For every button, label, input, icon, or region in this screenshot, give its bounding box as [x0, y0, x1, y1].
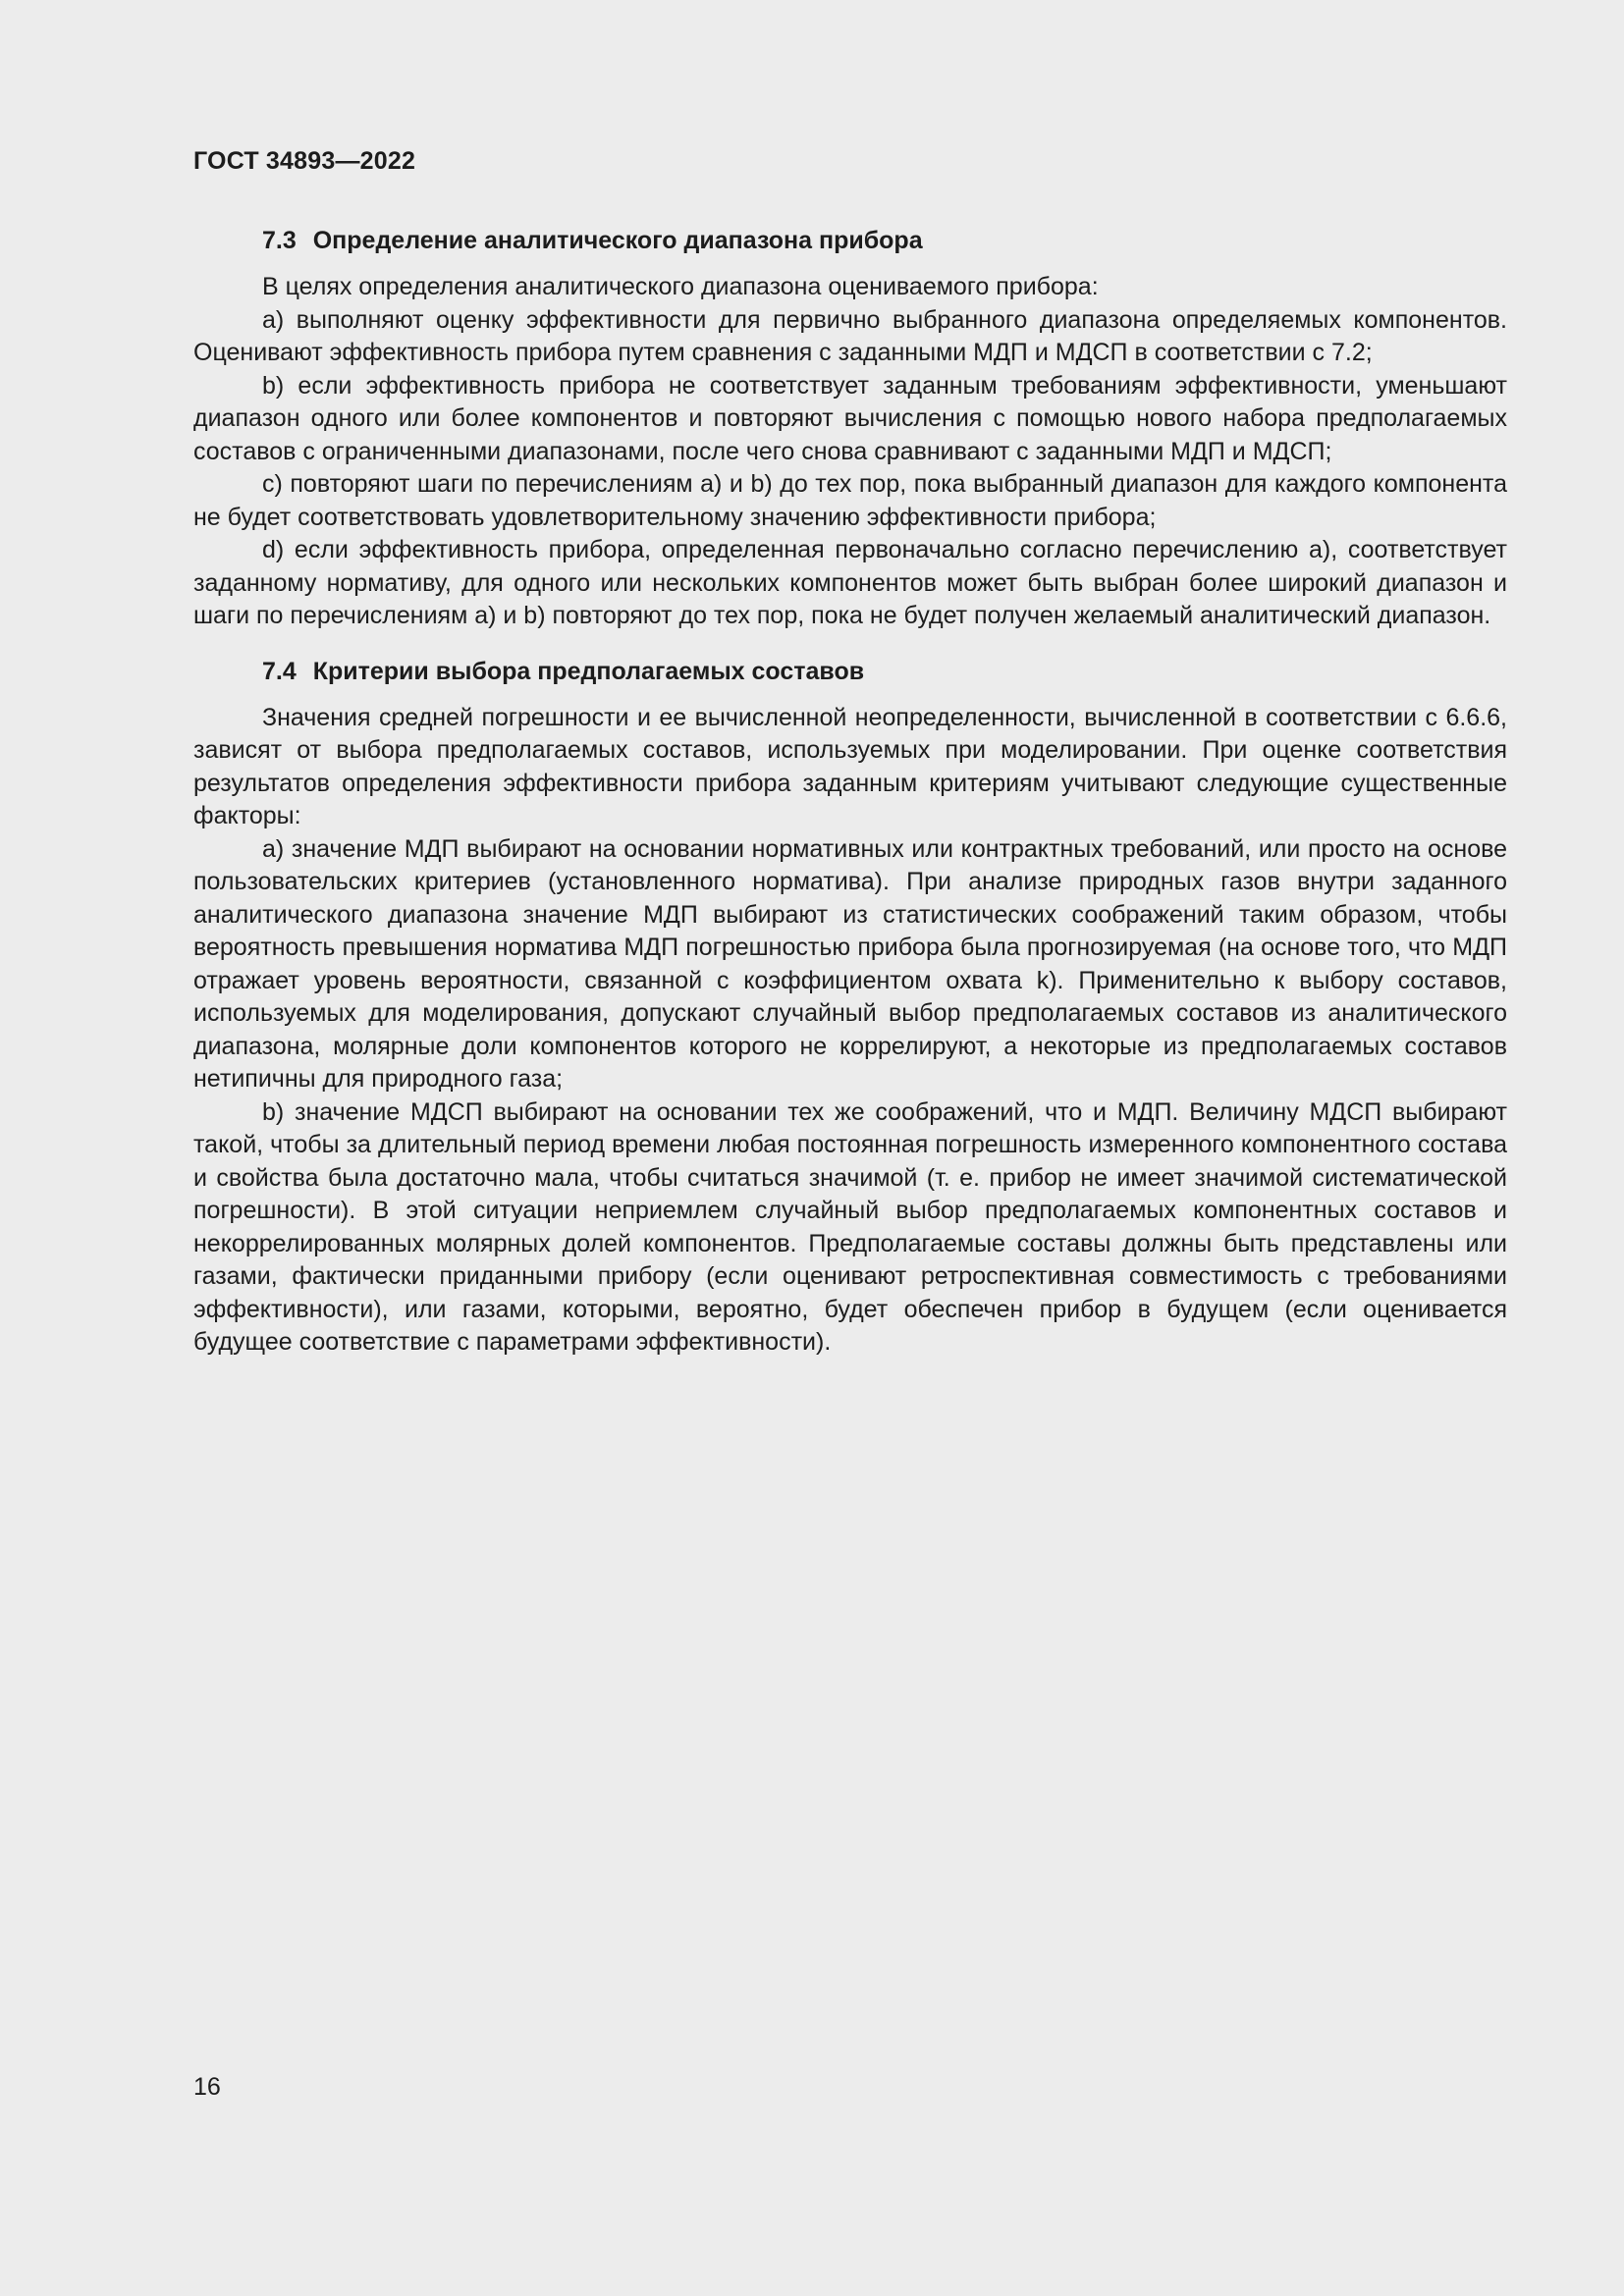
section-number: 7.4: [262, 657, 297, 685]
list-item-a: a) выполняют оценку эффективности для первично выбранного диапазона определяемых компонентов. Оценивают эффективность прибора путем сравнения с заданными МДП и МДСП в соответствии с 7.2;: [193, 305, 1507, 366]
section-7-4: [193, 655, 1507, 1360]
paragraph-intro: Значения средней погрешности и ее вычисленной неопределенности, вычисленной в соответствии с 6.6.6, зависят от выбора предполагаемых составов, используемых при моделировании. При оценке соответствия результатов определения эффективности прибора заданным критериям учитывают следующие существенные факторы:: [193, 703, 1507, 829]
section-title: Критерии выбора предполагаемых составов: [312, 657, 865, 685]
page-number: 16: [193, 2073, 221, 2101]
list-item-a: a) значение МДП выбирают на основании нормативных или контрактных требований, или просто на основе пользовательских критериев (установленного норматива). При анализе природных газов внутри заданного аналитического диапазона значение МДП выбирают из статистических соображений таким образом, чтобы вероятность превышения норматива МДП погрешностью прибора была прогнозируемая (на основе того, что МДП отражает уровень вероятности, связанной с коэффициентом охвата k). Применительно к выбору составов, используемых для моделирования, допускают случайный выбор предполагаемых составов из аналитического диапазона, молярные доли компонентов которого не коррелируют, а некоторые из предполагаемых составов нетипичны для природного газа;: [193, 834, 1507, 1093]
list-item-b: b) если эффективность прибора не соответствует заданным требованиям эффективности, уменьшают диапазон одного или более компонентов и повторяют вычисления с помощью нового набора предполагаемых составов с ограниченными диапазонами, после чего снова сравнивают с заданными МДП и МДСП;: [193, 371, 1507, 465]
section-7-3: [193, 224, 1507, 633]
document-body: [193, 224, 1507, 1360]
section-title: Определение аналитического диапазона прибора: [312, 227, 923, 254]
list-item-c: c) повторяют шаги по перечислениям a) и b) до тех пор, пока выбранный диапазон для каждого компонента не будет соответствовать удовлетворительному значению эффективности прибора;: [193, 470, 1507, 531]
section-number: 7.3: [262, 227, 297, 254]
list-item-d: d) если эффективность прибора, определенная первоначально согласно перечислению a), соответствует заданному нормативу, для одного или нескольких компонентов может быть выбран более широкий диапазон и шаги по перечислениям a) и b) повторяют до тех пор, пока не будет получен желаемый аналитический диапазон.: [193, 536, 1507, 629]
list-item-b: b) значение МДСП выбирают на основании тех же соображений, что и МДП. Величину МДСП выбирают такой, чтобы за длительный период времени любая постоянная погрешность измеренного компонентного состава и свойства была достаточно мала, чтобы считаться значимой (т. е. прибор не имеет значимой систематической погрешности). В этой ситуации неприемлем случайный выбор предполагаемых компонентных составов и некоррелированных молярных долей компонентов. Предполагаемые составы должны быть представлены или газами, фактически приданными прибору (если оценивают ретроспективная совместимость с требованиями эффективности), или газами, которыми, вероятно, будет обеспечен прибор в будущем (если оценивается будущее соответствие с параметрами эффективности).: [193, 1097, 1507, 1356]
paragraph-intro: В целях определения аналитического диапазона оцениваемого прибора:: [262, 273, 1099, 300]
section-heading: [193, 224, 1507, 257]
section-heading: [193, 655, 1507, 688]
document-header: ГОСТ 34893—2022: [193, 147, 416, 175]
